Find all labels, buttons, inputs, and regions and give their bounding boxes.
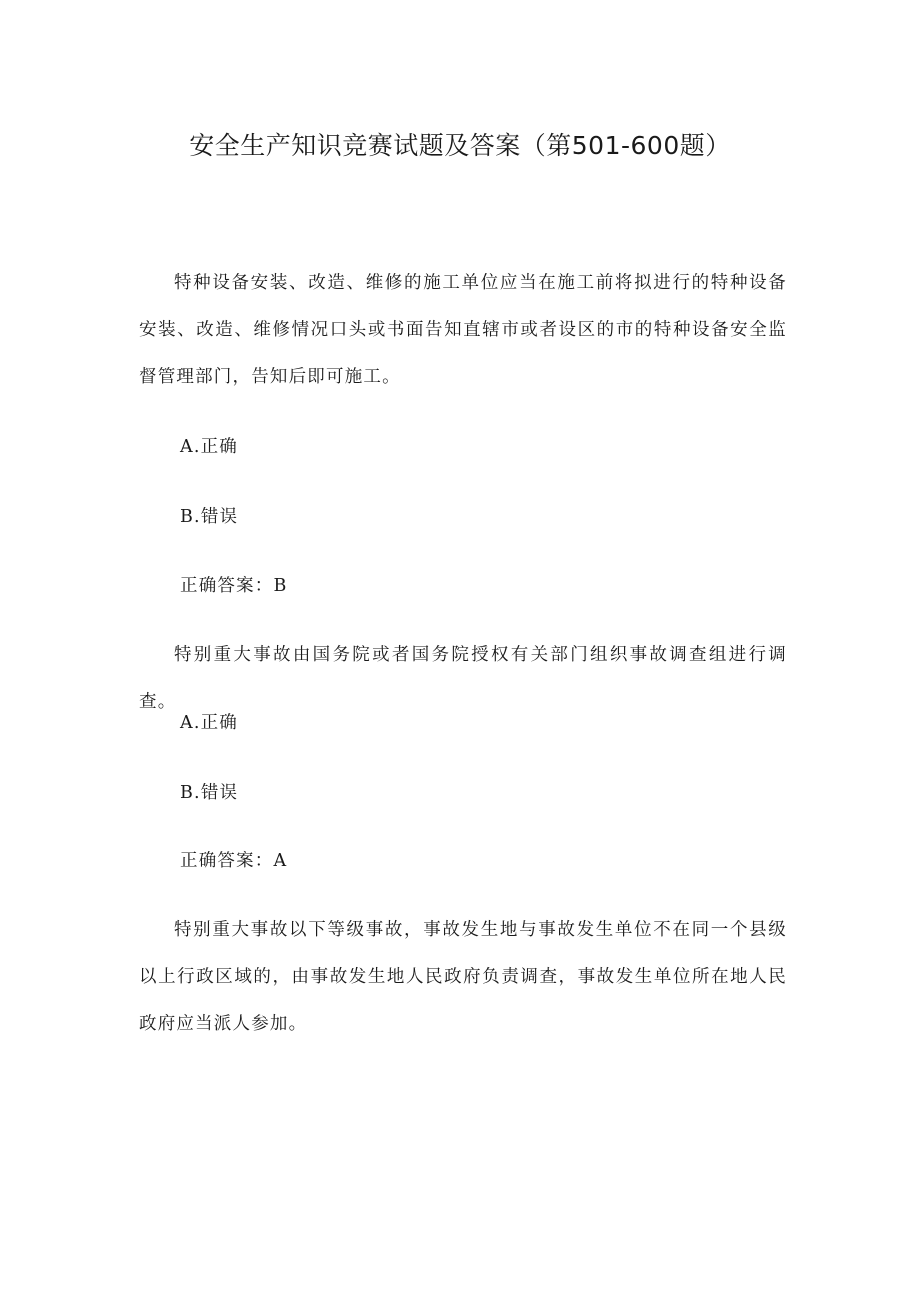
- question-2-option-a: A.正确: [180, 713, 239, 733]
- question-1-option-b: B.错误: [180, 507, 239, 527]
- question-2-answer: 正确答案：A: [180, 851, 288, 871]
- question-3-text: 特别重大事故以下等级事故，事故发生地与事故发生单位不在同一个县级以上行政区域的，由事故发生地人民政府负责调查，事故发生单位所在地人民政府应当派人参加。: [139, 920, 787, 1034]
- question-1-answer: 正确答案：B: [180, 576, 288, 596]
- question-2-option-b: B.错误: [180, 783, 239, 803]
- question-2-text: 特别重大事故由国务院或者国务院授权有关部门组织事故调查组进行调查。: [139, 645, 787, 712]
- question-1-text: 特种设备安装、改造、维修的施工单位应当在施工前将拟进行的特种设备安装、改造、维修情况口头或书面告知直辖市或者设区的市的特种设备安全监督管理部门，告知后即可施工。: [139, 273, 787, 387]
- question-1-option-a: A.正确: [180, 437, 239, 457]
- document-title: 安全生产知识竞赛试题及答案（第501-600题）: [189, 131, 731, 160]
